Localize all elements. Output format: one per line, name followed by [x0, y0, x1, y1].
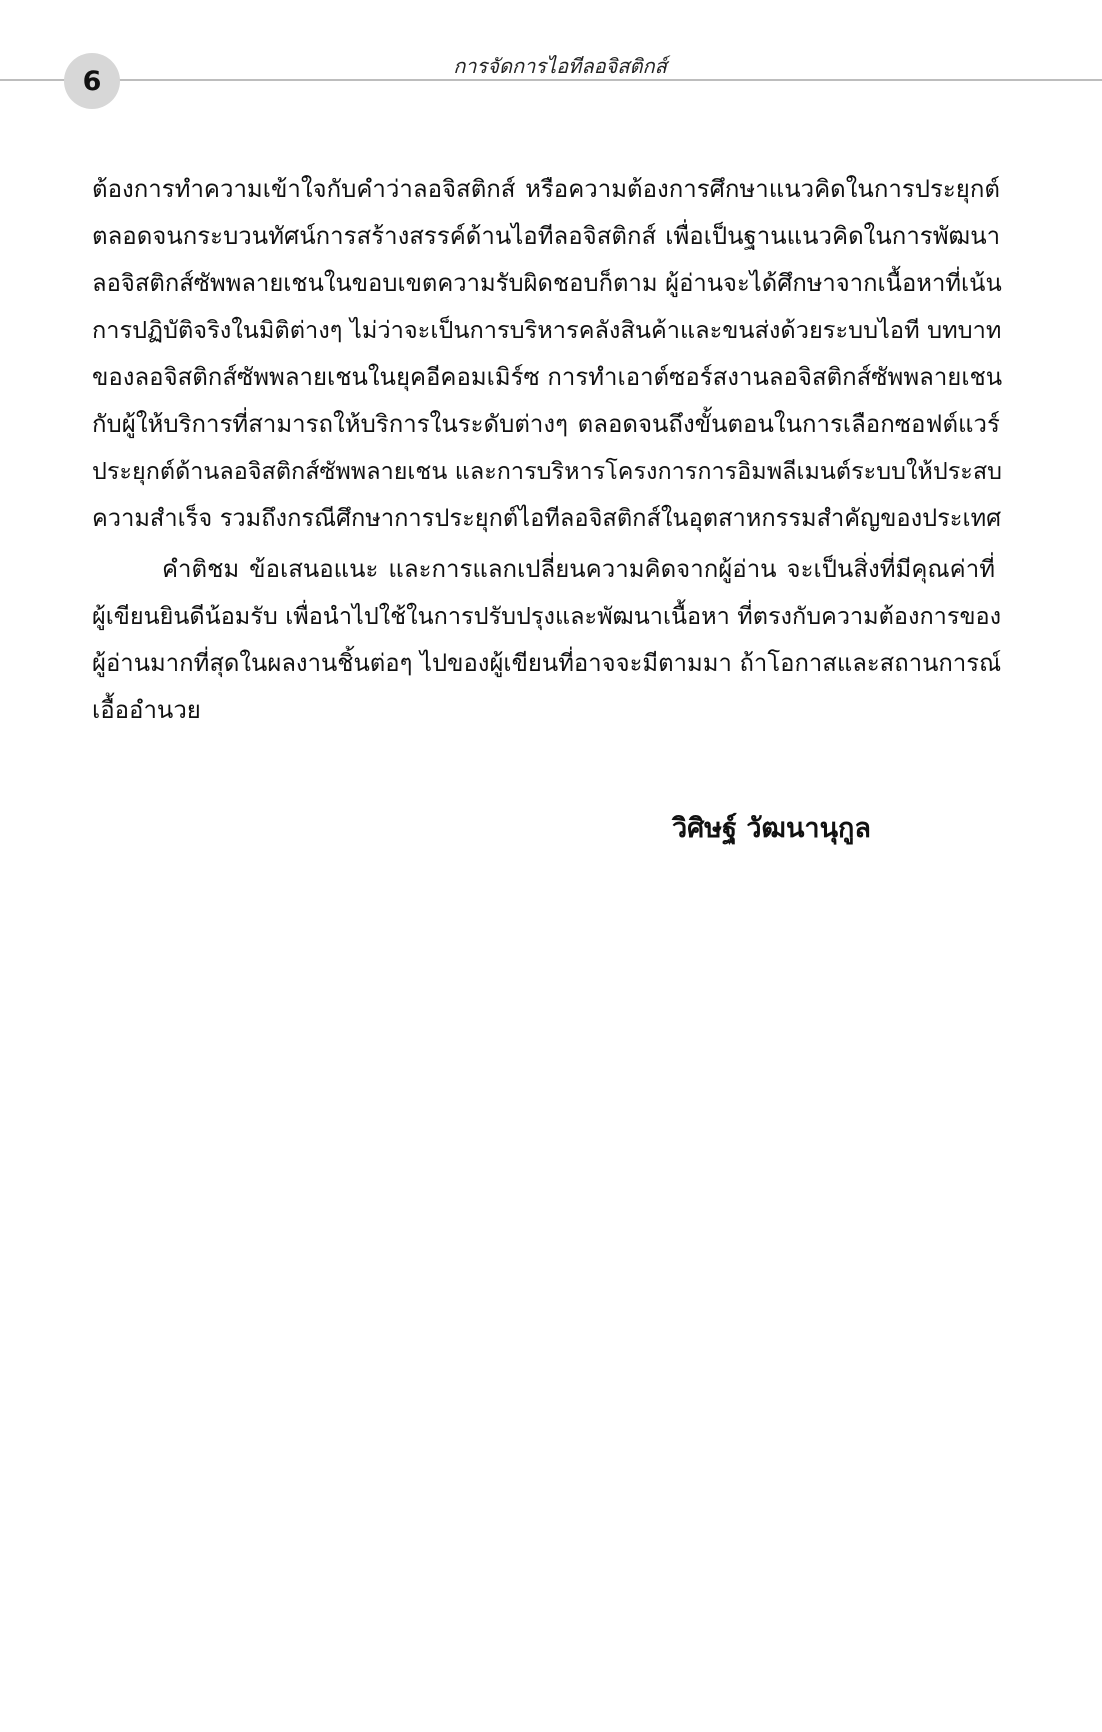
- paragraph-line: ผู้อ่านมากที่สุดในผลงานชิ้นต่อๆ ไปของผู้เขียนที่อาจจะมีตามมา ถ้าโอกาสและสถานการณ์: [92, 649, 1002, 677]
- paragraph-1: [92, 166, 1002, 542]
- page-number-badge: [64, 53, 120, 109]
- paragraph-line: ของลอจิสติกส์ซัพพลายเชนในยุคอีคอมเมิร์ซ การทำเอาต์ซอร์สงานลอจิสติกส์ซัพพลายเชน: [92, 363, 1003, 391]
- paragraph-line: ผู้เขียนยินดีน้อมรับ เพื่อนำไปใช้ในการปรับปรุงและพัฒนาเนื้อหา ที่ตรงกับความต้องการของ: [92, 602, 1002, 630]
- paragraph-line: เอื้ออำนวย: [92, 696, 201, 724]
- paragraph-2: [92, 546, 1002, 734]
- running-header-title: การจัดการไอทีลอจิสติกส์: [453, 54, 667, 78]
- paragraph-line: คำติชม ข้อเสนอแนะ และการแลกเปลี่ยนความคิดจากผู้อ่าน จะเป็นสิ่งที่มีคุณค่าที่: [162, 555, 996, 583]
- body-text: [92, 166, 1002, 734]
- paragraph-line: ประยุกต์ด้านลอจิสติกส์ซัพพลายเชน และการบริหารโครงการการอิมพลีเมนต์ระบบให้ประสบ: [92, 457, 1002, 485]
- author-signature: วิศิษฐ์ วัฒนานุกูล: [672, 813, 871, 844]
- paragraph-line: กับผู้ให้บริการที่สามารถให้บริการในระดับต่างๆ ตลอดจนถึงขั้นตอนในการเลือกซอฟต์แวร์: [92, 410, 1000, 438]
- page-number: 6: [82, 65, 102, 97]
- paragraph-line: ลอจิสติกส์ซัพพลายเชนในขอบเขตความรับผิดชอบก็ตาม ผู้อ่านจะได้ศึกษาจากเนื้อหาที่เน้น: [92, 269, 1002, 297]
- paragraph-line: ตลอดจนกระบวนทัศน์การสร้างสรรค์ด้านไอทีลอจิสติกส์ เพื่อเป็นฐานแนวคิดในการพัฒนา: [92, 222, 1001, 250]
- paragraph-line: การปฏิบัติจริงในมิติต่างๆ ไม่ว่าจะเป็นการบริหารคลังสินค้าและขนส่งด้วยระบบไอที บทบาท: [92, 316, 1002, 344]
- paragraph-line: ต้องการทำความเข้าใจกับคำว่าลอจิสติกส์ หรือความต้องการศึกษาแนวคิดในการประยุกต์: [92, 175, 1000, 203]
- paragraph-line: ความสำเร็จ รวมถึงกรณีศึกษาการประยุกต์ไอทีลอจิสติกส์ในอุตสาหกรรมสำคัญของประเทศ: [92, 504, 1002, 532]
